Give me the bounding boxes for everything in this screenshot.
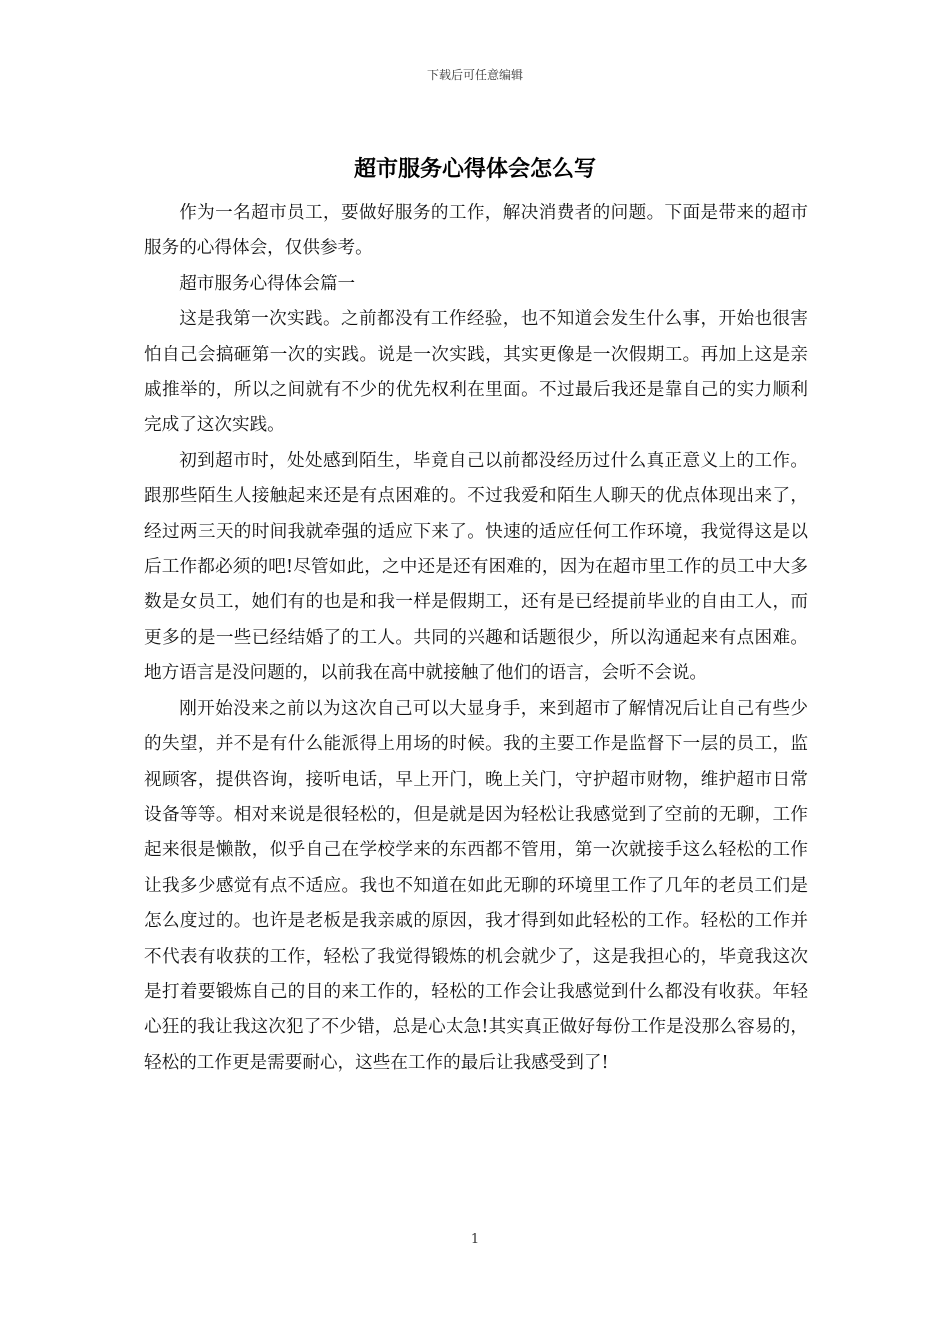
page-number: 1: [470, 1232, 480, 1247]
document-body: [144, 196, 808, 1081]
paragraph-1: 这是我第一次实践。之前都没有工作经验，也不知道会发生什么事，开始也很害怕自己会搞砸第一次的实践。说是一次实践，其实更像是一次假期工。再加上这是亲戚推举的，所以之间就有不少的优先权利在里面。不过最后我还是靠自己的实力顺利完成了这次实践。: [144, 309, 808, 436]
section-heading: 超市服务心得体会篇一: [179, 273, 356, 294]
paragraph-3: 刚开始没来之前以为这次自己可以大显身手，来到超市了解情况后让自己有些少的失望，并不是有什么能派得上用场的时候。我的主要工作是监督下一层的员工，监视顾客，提供咨询，接听电话，早上开门，晚上关门，守护超市财物，维护超市日常设备等等。相对来说是很轻松的，但是就是因为轻松让我感觉到了空前的无聊，工作起来很是懒散，似乎自己在学校学来的东西都不管用，第一次就接手这么轻松的工作让我多少感觉有点不适应。我也不知道在如此无聊的环境里工作了几年的老员工们是怎么度过的。也许是老板是我亲戚的原因，我才得到如此轻松的工作。轻松的工作并不代表有收获的工作，轻松了我觉得锻炼的机会就少了，这是我担心的，毕竟我这次是打着要锻炼自己的目的来工作的，轻松的工作会让我感觉到什么都没有收获。年轻心狂的我让我这次犯了不少错，总是心太急!其实真正做好每份工作是没那么容易的，轻松的工作更是需要耐心，这些在工作的最后让我感受到了!: [144, 698, 808, 1073]
header-note: 下载后可任意编辑: [426, 68, 523, 82]
paragraph-intro: 作为一名超市员工，要做好服务的工作，解决消费者的问题。下面是带来的超市服务的心得体会，仅供参考。: [144, 203, 808, 259]
paragraph-2: 初到超市时，处处感到陌生，毕竟自己以前都没经历过什么真正意义上的工作。跟那些陌生人接触起来还是有点困难的。不过我爱和陌生人聊天的优点体现出来了，经过两三天的时间我就牵强的适应下来了。快速的适应任何工作环境，我觉得这是以后工作都必须的吧!尽管如此，之中还是还有困难的，因为在超市里工作的员工中大多数是女员工，她们有的也是和我一样是假期工，还有是已经提前毕业的自由工人，而更多的是一些已经结婚了的工人。共同的兴趣和话题很少，所以沟通起来有点困难。地方语言是没问题的，以前我在高中就接触了他们的语言，会听不会说。: [144, 450, 808, 684]
document-title: 超市服务心得体会怎么写: [353, 157, 596, 182]
